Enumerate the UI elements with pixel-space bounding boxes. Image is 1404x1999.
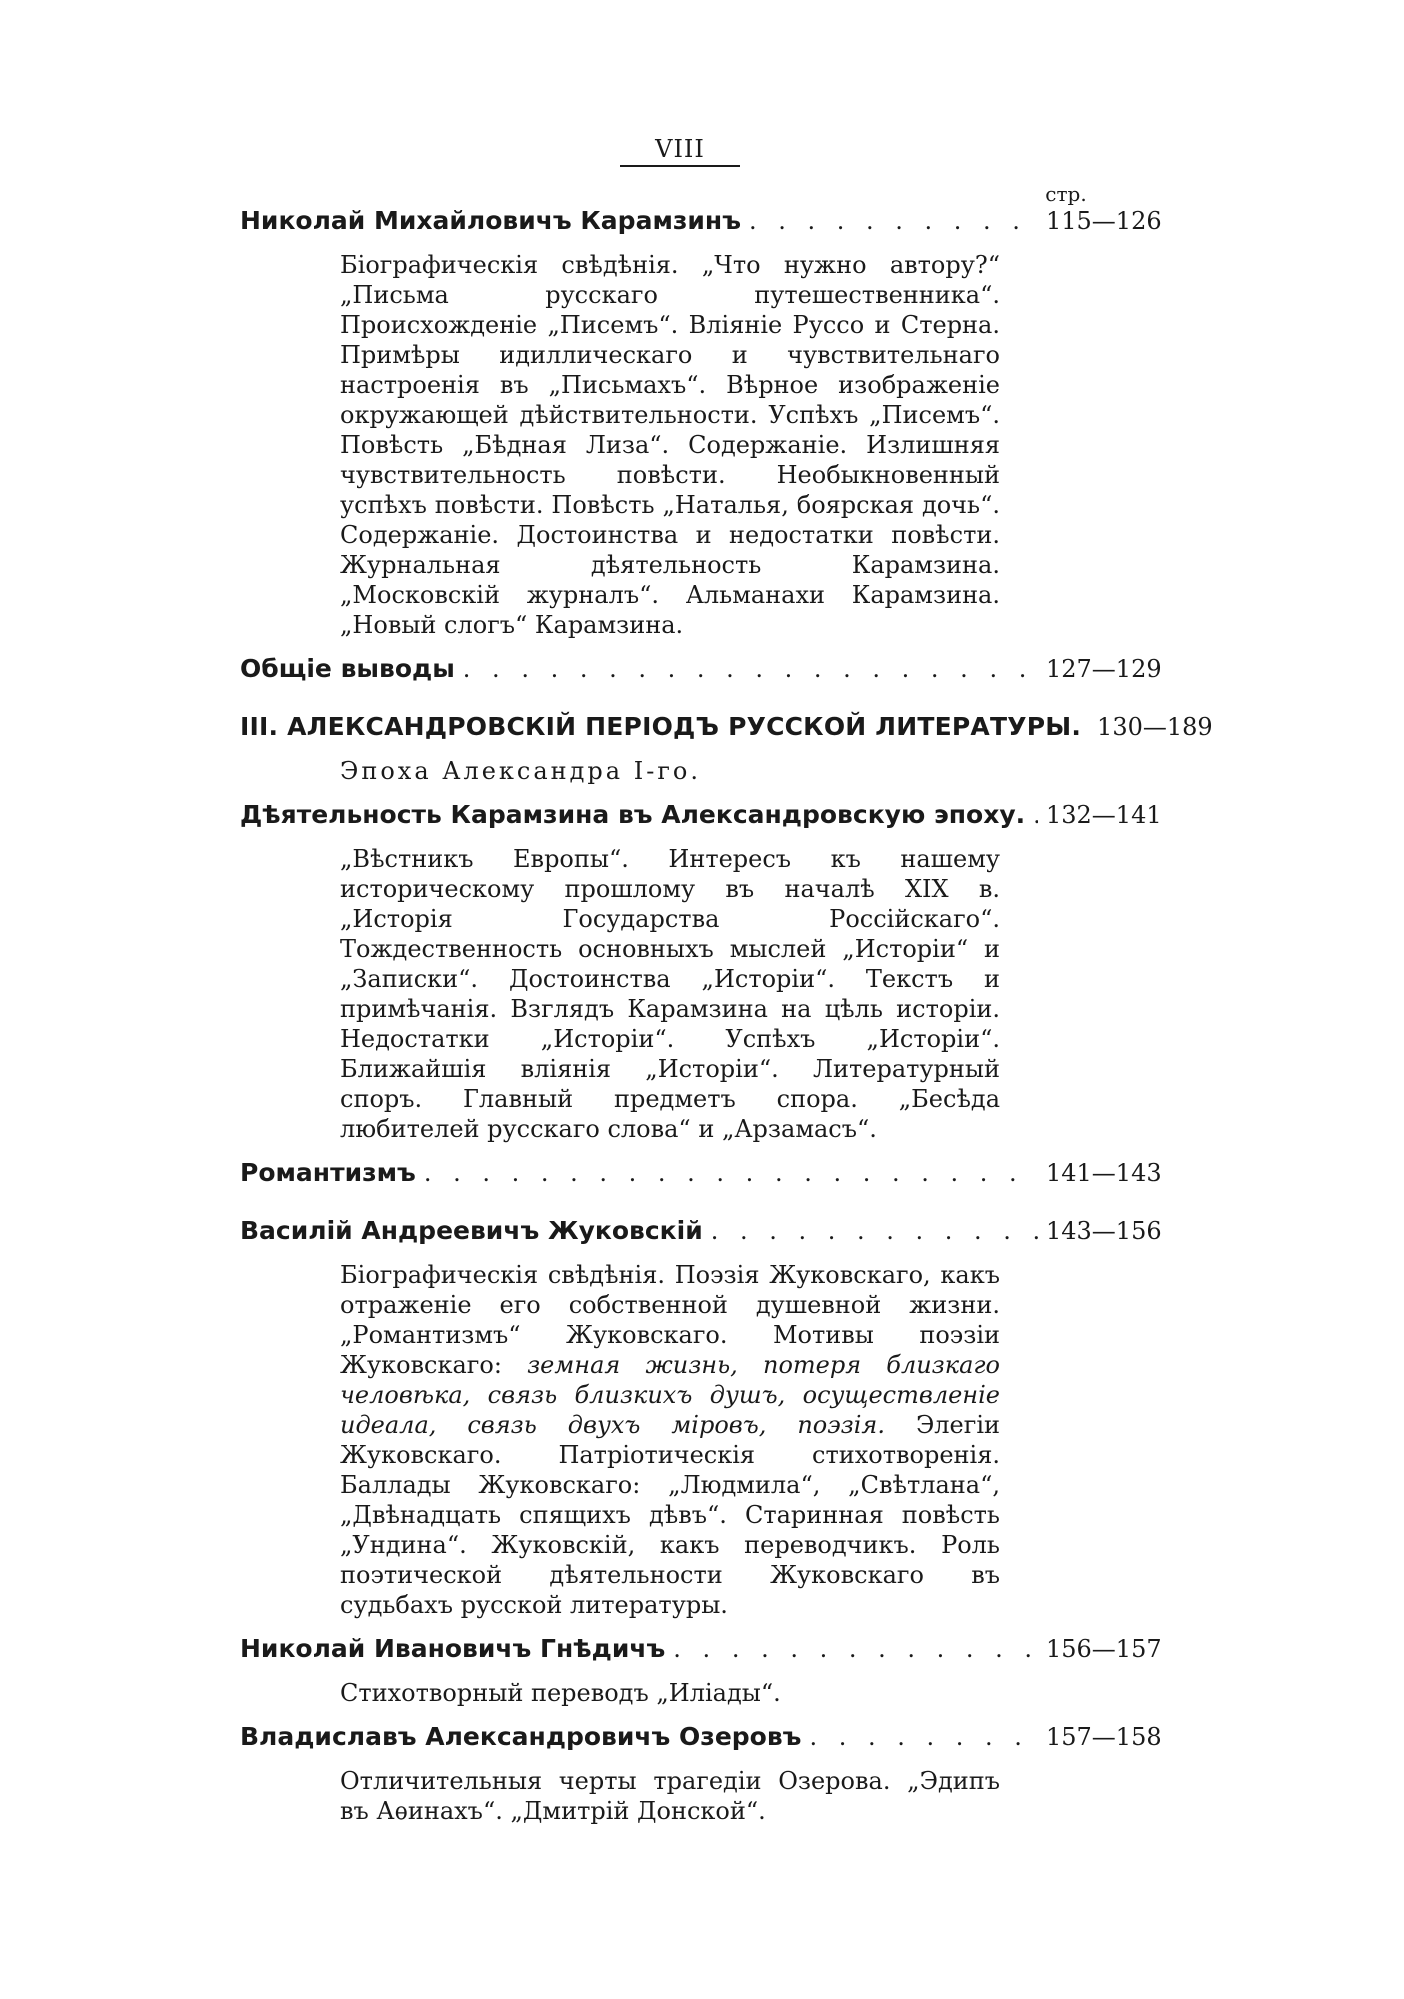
description-text: Біографическія свѣдѣнія. Поэзія Жуковскаго, какъ отраженіе его собственной душевной жизни. „Романтизмъ“ Жуковскаго. Мотивы поэзіи Жуковскаго: xyxy=(340,1261,1000,1379)
entry-pages: 127—129 xyxy=(1046,655,1162,683)
toc-entry-zhukovsky xyxy=(240,1216,1170,1620)
page-number: VIII xyxy=(620,135,740,167)
entry-title: Николай Ивановичъ Гнѣдичъ xyxy=(240,1634,666,1663)
toc-entry-alexandrine-period xyxy=(240,712,1213,786)
entry-pages: 130—189 xyxy=(1097,713,1213,741)
entry-title: Романтизмъ xyxy=(240,1158,416,1187)
entry-pages: 157—158 xyxy=(1046,1723,1162,1751)
entry-title: Дѣятельность Карамзина въ Александровскую эпоху. xyxy=(240,800,1026,829)
entry-title: Василій Андреевичъ Жуковскій xyxy=(240,1216,703,1245)
dot-leader xyxy=(1033,801,1038,829)
toc-entry-general-conclusions xyxy=(240,654,1170,698)
table-of-contents xyxy=(240,206,1213,1840)
toc-entry-romanticism xyxy=(240,1158,1170,1202)
entry-pages: 132—141 xyxy=(1046,801,1162,829)
toc-entry-gnedich xyxy=(240,1634,1170,1708)
entry-description: Біографическія свѣдѣнія. „Что нужно автору?“ „Письма русскаго путешественника“. Происхожденіе „Писемъ“. Вліяніе Руссо и Стерна. Примѣры идиллическаго и чувствительнаго настроенія въ „Письмахъ“. Вѣрное изображеніе окружающей дѣйствительности. Успѣхъ „Писемъ“. Повѣсть „Бѣдная Лиза“. Содержаніе. Излишняя чувствительность повѣсти. Необыкновенный успѣхъ повѣсти. Повѣсть „Наталья, боярская дочь“. Содержаніе. Достоинства и недостатки повѣсти. Журнальная дѣятельность Карамзина. „Московскій журналъ“. Альманахи Карамзина. „Новый слогъ“ Карамзина. xyxy=(340,251,1000,639)
entry-description: Отличительныя черты трагедіи Озерова. „Эдипъ въ Аѳинахъ“. „Дмитрій Донской“. xyxy=(340,1767,1000,1825)
entry-pages: 115—126 xyxy=(1046,207,1162,235)
toc-entry-karamzin-activity xyxy=(240,800,1170,1144)
entry-pages: 156—157 xyxy=(1046,1635,1162,1663)
toc-entry-ozerov xyxy=(240,1722,1170,1826)
entry-description: „Вѣстникъ Европы“. Интересъ къ нашему историческому прошлому въ началѣ XIX в. „Исторія Государства Россійскаго“. Тождественность основныхъ мыслей „Исторіи“ и „Записки“. Достоинства „Исторіи“. Текстъ и примѣчанія. Взглядъ Карамзина на цѣль исторіи. Недостатки „Исторіи“. Успѣхъ „Исторіи“. Ближайшія вліянія „Исторіи“. Литературный споръ. Главный предметъ спора. „Бесѣда любителей русскаго слова“ и „Арзамасъ“. xyxy=(340,845,1000,1143)
section-heading: III. АЛЕКСАНДРОВСКІЙ ПЕРІОДЪ РУССКОЙ ЛИТЕРАТУРЫ. xyxy=(240,712,1082,741)
dot-leader xyxy=(673,1635,1038,1663)
entry-description xyxy=(340,1260,1000,1620)
toc-entry-karamzin xyxy=(240,206,1170,640)
entry-title: Общіе выводы xyxy=(240,654,455,683)
description-text: Элегіи Жуковскаго. Патріотическія стихотворенія. Баллады Жуковскаго: „Людмила“, „Свѣтлана“, „Двѣнадцать спящихъ дѣвъ“. Старинная повѣсть „Ундина“. Жуковскій, какъ переводчикъ. Роль поэтической дѣятельности Жуковскаго въ судьбахъ русской литературы. xyxy=(340,1411,1000,1619)
entry-pages: 143—156 xyxy=(1046,1217,1162,1245)
entry-title: Владиславъ Александровичъ Озеровъ xyxy=(240,1722,802,1751)
entry-title: Николай Михайловичъ Карамзинъ xyxy=(240,206,741,235)
description-italic-motifs: земная жизнь, потеря близкаго человѣка, связь близкихъ душъ, осуществленіе идеала, связь двухъ міровъ, поэзія. xyxy=(340,1351,1000,1439)
dot-leader xyxy=(749,207,1038,235)
entry-pages: 141—143 xyxy=(1046,1159,1162,1187)
dot-leader xyxy=(809,1723,1038,1751)
entry-description: Эпоха Александра I-го. xyxy=(340,757,701,785)
dot-leader xyxy=(463,655,1038,683)
dot-leader xyxy=(711,1217,1038,1245)
pages-column-label: стр. xyxy=(1045,182,1087,206)
entry-description: Стихотворный переводъ „Иліады“. xyxy=(340,1679,781,1707)
dot-leader xyxy=(424,1159,1038,1187)
